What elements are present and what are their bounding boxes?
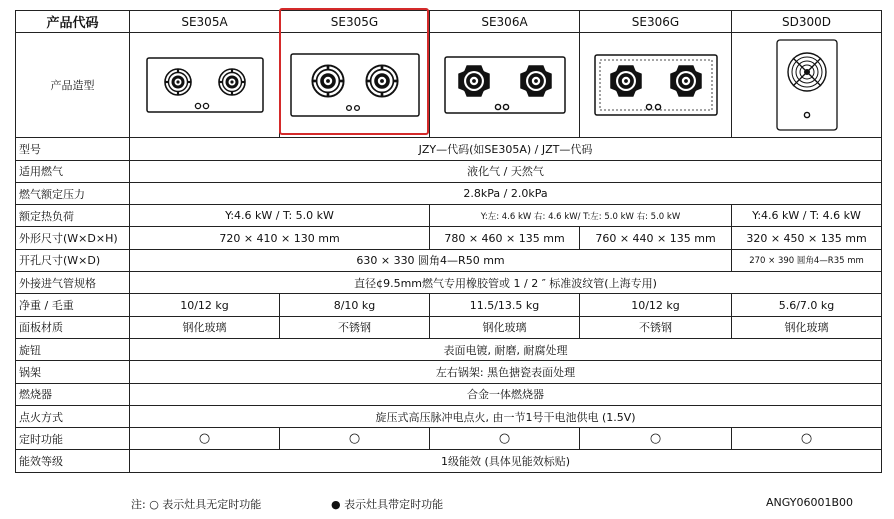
two-burner-hob-icon — [146, 57, 264, 113]
panel-value: 不锈钢 — [580, 316, 732, 338]
cutout-value: 270 × 390 圆角4—R35 mm — [732, 249, 882, 271]
product-image-sd300d — [732, 33, 882, 138]
burner-value: 合金一体燃烧器 — [130, 383, 882, 405]
row-label: 旋钮 — [16, 338, 130, 360]
dimensions-value: 760 × 440 × 135 mm — [580, 227, 732, 249]
row-label: 锅架 — [16, 361, 130, 383]
two-burner-cast-iron-hob-icon — [444, 56, 566, 114]
footnote-with-timer: ● 表示灶具带定时功能 — [331, 498, 444, 511]
heat-load-value: Y:左: 4.6 kW 右: 4.6 kW/ T:左: 5.0 kW 右: 5.0 kW — [430, 205, 732, 227]
weight-value: 10/12 kg — [580, 294, 732, 316]
heat-load-value: Y:4.6 kW / T: 4.6 kW — [732, 205, 882, 227]
row-knob — [16, 338, 882, 360]
product-image-se306a — [430, 33, 580, 138]
model-code: SE305A — [130, 11, 280, 33]
dimensions-value: 720 × 410 × 130 mm — [130, 227, 430, 249]
row-dimensions — [16, 227, 882, 249]
pressure-value: 2.8kPa / 2.0kPa — [130, 182, 882, 204]
row-pan-support — [16, 361, 882, 383]
spec-table — [15, 10, 882, 473]
timer-value: ○ — [580, 428, 732, 450]
row-label: 面板材质 — [16, 316, 130, 338]
pan-support-value: 左右锅架: 黑色搪瓷表面处理 — [130, 361, 882, 383]
ignition-value: 旋压式高压脉冲电点火, 由一节1号干电池供电 (1.5V) — [130, 405, 882, 427]
weight-value: 5.6/7.0 kg — [732, 294, 882, 316]
row-gas-type — [16, 160, 882, 182]
row-label: 点火方式 — [16, 405, 130, 427]
row-gas-inlet — [16, 272, 882, 294]
row-model-no — [16, 138, 882, 160]
single-burner-hob-icon — [776, 39, 838, 131]
row-weight — [16, 294, 882, 316]
row-label: 产品代码 — [16, 11, 130, 33]
weight-value: 10/12 kg — [130, 294, 280, 316]
footnote-no-timer: 注: ○ 表示灶具无定时功能 — [131, 498, 262, 511]
gas-inlet-value: 直径¢9.5mm燃气专用橡胶管或 1 / 2 ″ 标准波纹管(上海专用) — [130, 272, 882, 294]
product-image-se305a — [130, 33, 280, 138]
timer-value: ○ — [280, 428, 430, 450]
row-product-image — [16, 33, 882, 138]
timer-value: ○ — [732, 428, 882, 450]
row-label: 定时功能 — [16, 428, 130, 450]
row-label: 能效等级 — [16, 450, 130, 472]
knob-value: 表面电镀, 耐磨, 耐腐处理 — [130, 338, 882, 360]
row-label: 产品造型 — [16, 33, 130, 138]
row-label: 外形尺寸(W×D×H) — [16, 227, 130, 249]
product-image-se306g — [580, 33, 732, 138]
model-code: SE305G — [280, 11, 430, 33]
dimensions-value: 320 × 450 × 135 mm — [732, 227, 882, 249]
model-no-value: JZY—代码(如SE305A) / JZT—代码 — [130, 138, 882, 160]
row-efficiency — [16, 450, 882, 472]
row-label: 开孔尺寸(W×D) — [16, 249, 130, 271]
row-label: 净重 / 毛重 — [16, 294, 130, 316]
document-code: ANGY06001B00 — [766, 496, 853, 509]
panel-value: 不锈钢 — [280, 316, 430, 338]
row-label: 燃烧器 — [16, 383, 130, 405]
weight-value: 8/10 kg — [280, 294, 430, 316]
panel-value: 钢化玻璃 — [732, 316, 882, 338]
model-code: SD300D — [732, 11, 882, 33]
efficiency-value: 1级能效 (具体见能效标贴) — [130, 450, 882, 472]
row-product-code — [16, 11, 882, 33]
model-code: SE306A — [430, 11, 580, 33]
timer-value: ○ — [430, 428, 580, 450]
row-burner — [16, 383, 882, 405]
model-code: SE306G — [580, 11, 732, 33]
row-label: 燃气额定压力 — [16, 182, 130, 204]
two-burner-cast-iron-hob-icon — [594, 54, 718, 116]
row-cutout — [16, 249, 882, 271]
row-label: 适用燃气 — [16, 160, 130, 182]
product-image-se305g — [280, 33, 430, 138]
row-label: 外接进气管规格 — [16, 272, 130, 294]
panel-value: 钢化玻璃 — [130, 316, 280, 338]
row-heat-load — [16, 205, 882, 227]
gas-type-value: 液化气 / 天然气 — [130, 160, 882, 182]
row-timer — [16, 428, 882, 450]
two-burner-hob-icon — [290, 53, 420, 117]
panel-value: 钢化玻璃 — [430, 316, 580, 338]
row-pressure — [16, 182, 882, 204]
weight-value: 11.5/13.5 kg — [430, 294, 580, 316]
row-label: 额定热负荷 — [16, 205, 130, 227]
cutout-value: 630 × 330 圆角4—R50 mm — [130, 249, 732, 271]
row-panel — [16, 316, 882, 338]
timer-value: ○ — [130, 428, 280, 450]
heat-load-value: Y:4.6 kW / T: 5.0 kW — [130, 205, 430, 227]
dimensions-value: 780 × 460 × 135 mm — [430, 227, 580, 249]
row-ignition — [16, 405, 882, 427]
row-label: 型号 — [16, 138, 130, 160]
